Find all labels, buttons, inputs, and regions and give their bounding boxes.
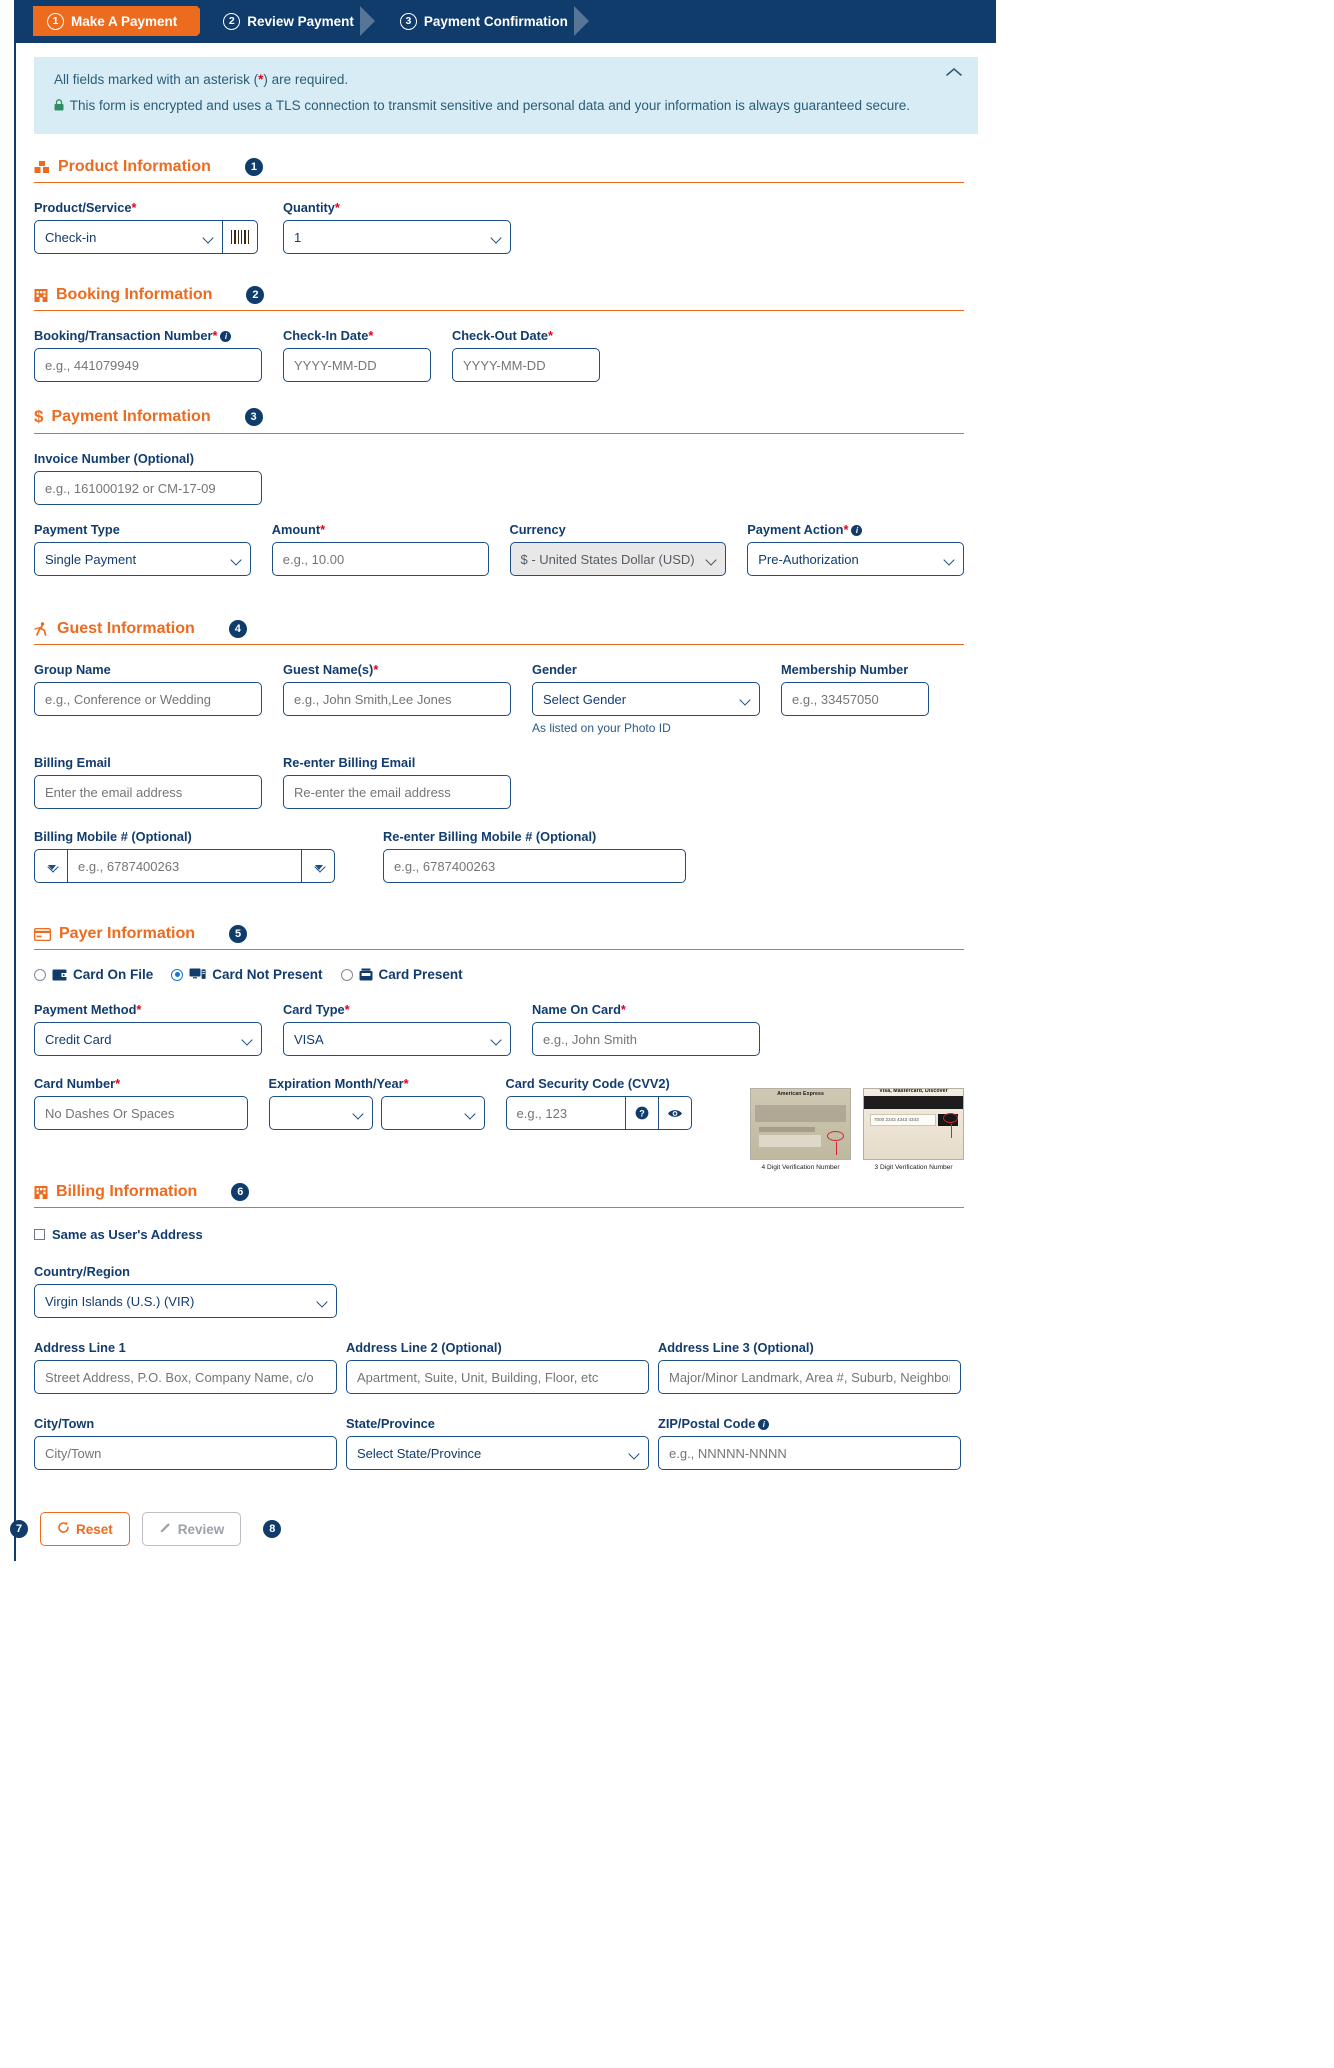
step-number: 2 — [223, 13, 240, 30]
card-type-value: VISA — [294, 1031, 324, 1047]
radio-label: Card Present — [378, 967, 463, 982]
cvv-label: Card Security Code (CVV2) — [505, 1076, 670, 1091]
radio-card-present[interactable] — [341, 967, 463, 982]
luggage-icon — [34, 622, 49, 637]
same-as-user-address-checkbox[interactable] — [34, 1227, 964, 1242]
step-number: 1 — [47, 13, 64, 30]
payment-section-header — [34, 407, 964, 434]
address-line-1-input[interactable] — [34, 1360, 337, 1394]
checkout-date-input[interactable] — [452, 348, 600, 382]
required-note-pre: All fields marked with an asterisk ( — [54, 72, 259, 87]
wizard-steps — [33, 6, 588, 36]
name-on-card-label: Name On Card* — [532, 1002, 626, 1017]
question-circle-icon[interactable] — [625, 1096, 659, 1130]
invoice-number-label: Invoice Number (Optional) — [34, 451, 194, 466]
address-line-2-input[interactable] — [346, 1360, 649, 1394]
payer-type-radio-group — [34, 967, 964, 982]
radio-indicator — [34, 969, 46, 981]
required-fields-note — [54, 71, 958, 89]
step-label: Review Payment — [247, 13, 354, 29]
right-rail — [996, 0, 1334, 2068]
guest-names-label: Guest Name(s)* — [283, 662, 379, 677]
address-line-2-label: Address Line 2 (Optional) — [346, 1340, 502, 1355]
section-payment-information — [34, 407, 964, 576]
monitor-card-icon — [189, 968, 206, 981]
barcode-scan-button[interactable] — [222, 220, 258, 254]
hotel-icon — [34, 288, 48, 303]
barcode-icon — [231, 230, 250, 244]
boxes-icon — [34, 160, 50, 175]
city-town-label: City/Town — [34, 1416, 95, 1431]
payment-action-value: Pre-Authorization — [758, 551, 859, 567]
billing-section-header — [34, 1183, 964, 1208]
radio-card-on-file[interactable] — [34, 967, 153, 982]
reenter-billing-mobile-label: Re-enter Billing Mobile # (Optional) — [383, 829, 597, 844]
wizard-step-review-payment[interactable] — [201, 6, 374, 36]
payment-method-label: Payment Method* — [34, 1002, 142, 1017]
form-actions — [10, 1512, 281, 1546]
section-product-information — [34, 158, 964, 254]
membership-number-label: Membership Number — [781, 662, 909, 677]
country-region-select[interactable] — [34, 1284, 337, 1318]
reset-step-badge: 7 — [10, 1520, 28, 1538]
zip-postal-code-input[interactable] — [658, 1436, 961, 1470]
payment-type-value: Single Payment — [45, 551, 137, 567]
payment-type-select[interactable] — [34, 542, 251, 576]
info-icon[interactable]: i — [758, 1419, 769, 1430]
radio-label: Card On File — [73, 967, 154, 982]
booking-number-input[interactable] — [34, 348, 262, 382]
chevron-up-icon[interactable] — [946, 65, 962, 81]
vmd-cvv-sample — [863, 1088, 964, 1171]
step-label: Make A Payment — [71, 13, 178, 29]
currency-select[interactable] — [510, 542, 727, 576]
checkin-date-label: Check-In Date* — [283, 328, 374, 343]
expiration-month-select[interactable] — [269, 1096, 373, 1130]
gender-label: Gender — [532, 662, 577, 677]
card-number-input[interactable] — [34, 1096, 248, 1130]
cvv-input[interactable] — [506, 1096, 626, 1130]
gender-hint: As listed on your Photo ID — [532, 721, 671, 735]
pencil-icon — [159, 1521, 172, 1537]
vmd-card-image: Visa, Mastercard, Discover 7000 2343 4343 4343 — [863, 1088, 964, 1160]
card-type-select[interactable] — [283, 1022, 511, 1056]
amex-card-image — [750, 1088, 851, 1160]
radio-indicator — [341, 969, 353, 981]
payment-action-label: Payment Action* i — [747, 522, 964, 537]
wizard-step-payment-confirmation[interactable] — [378, 6, 588, 36]
product-section-header — [34, 158, 964, 183]
encryption-note-text: This form is encrypted and uses a TLS connection to transmit sensitive and personal data and your information is always guaranteed secure. — [69, 98, 910, 113]
payer-step-badge: 5 — [229, 925, 247, 943]
address-line-3-label: Address Line 3 (Optional) — [658, 1340, 814, 1355]
billing-mobile-extra-select[interactable] — [301, 849, 335, 883]
left-rail — [0, 0, 14, 2068]
section-billing-information — [34, 1183, 964, 1470]
billing-section-title: Billing Information — [56, 1183, 198, 1200]
amex-card-title: American Express — [777, 1091, 824, 1097]
group-name-input[interactable] — [34, 682, 262, 716]
expiration-label: Expiration Month/Year* — [268, 1076, 409, 1091]
section-guest-information — [34, 620, 964, 883]
checkout-date-label: Check-Out Date* — [452, 328, 553, 343]
review-button-label: Review — [177, 1521, 225, 1537]
product-section-title: Product Information — [58, 158, 211, 175]
country-region-label: Country/Region — [34, 1264, 130, 1279]
radio-label: Card Not Present — [212, 967, 323, 982]
expiration-year-select[interactable] — [381, 1096, 485, 1130]
state-province-value: Select State/Province — [357, 1445, 482, 1461]
step-number: 3 — [400, 13, 417, 30]
billing-mobile-label: Billing Mobile # (Optional) — [34, 829, 192, 844]
radio-card-not-present[interactable] — [171, 967, 322, 982]
payment-action-select[interactable] — [747, 542, 964, 576]
review-step-badge: 8 — [263, 1520, 281, 1538]
booking-section-header — [34, 286, 964, 311]
payer-section-header — [34, 925, 964, 950]
payment-section-title: Payment Information — [51, 408, 211, 425]
terminal-icon — [359, 968, 373, 981]
zip-postal-code-label: ZIP/Postal Code i — [658, 1416, 961, 1431]
reenter-billing-email-input[interactable] — [283, 775, 511, 809]
billing-mobile-country-select[interactable] — [34, 849, 68, 883]
amex-cvv-sample — [750, 1088, 851, 1171]
product-service-select[interactable] — [34, 220, 223, 254]
payment-method-select[interactable] — [34, 1022, 262, 1056]
state-province-label: State/Province — [346, 1416, 435, 1431]
product-step-badge: 1 — [245, 158, 263, 176]
eye-icon[interactable] — [658, 1096, 692, 1130]
amount-label: Amount* — [271, 522, 326, 537]
checkbox-indicator — [34, 1229, 45, 1240]
review-button[interactable] — [142, 1512, 242, 1546]
amount-input[interactable] — [272, 542, 489, 576]
address-line-1-label: Address Line 1 — [34, 1340, 126, 1355]
quantity-value: 1 — [294, 229, 302, 245]
refresh-icon — [57, 1521, 70, 1537]
info-icon[interactable]: i — [851, 525, 862, 536]
caret-down-icon — [315, 865, 323, 870]
reset-button-label: Reset — [76, 1521, 113, 1537]
guest-step-badge: 4 — [229, 620, 247, 638]
quantity-label: Quantity* — [283, 200, 340, 215]
currency-label: Currency — [509, 522, 566, 537]
card-type-label: Card Type* — [283, 1002, 350, 1017]
country-region-value: Virgin Islands (U.S.) (VIR) — [45, 1293, 195, 1309]
city-town-input[interactable] — [34, 1436, 337, 1470]
credit-card-icon — [34, 928, 51, 941]
address-line-3-input[interactable] — [658, 1360, 961, 1394]
reset-button[interactable] — [40, 1512, 130, 1546]
payment-type-label: Payment Type — [34, 522, 120, 537]
currency-value: $ - United States Dollar (USD) — [520, 551, 695, 567]
guest-section-header — [34, 620, 964, 645]
booking-step-badge: 2 — [246, 286, 264, 304]
form-notice-banner — [34, 57, 978, 134]
wizard-step-make-a-payment[interactable] — [33, 6, 197, 36]
caret-down-icon — [48, 865, 56, 870]
billing-email-input[interactable] — [34, 775, 262, 809]
radio-indicator — [171, 969, 183, 981]
name-on-card-input[interactable] — [532, 1022, 760, 1056]
step-label: Payment Confirmation — [423, 13, 568, 29]
gender-value: Select Gender — [543, 691, 627, 707]
booking-section-title: Booking Information — [56, 286, 213, 303]
same-as-user-address-label: Same as User's Address — [52, 1227, 203, 1242]
checkin-date-input[interactable] — [283, 348, 431, 382]
quantity-select[interactable] — [283, 220, 511, 254]
guest-section-title: Guest Information — [57, 620, 195, 637]
billing-step-badge: 6 — [231, 1183, 249, 1201]
building-icon — [34, 1185, 48, 1200]
asterisk-symbol: * — [258, 72, 264, 87]
section-booking-information — [34, 286, 964, 382]
state-province-select[interactable] — [346, 1436, 649, 1470]
encryption-note — [54, 97, 958, 115]
invoice-number-input[interactable] — [34, 471, 262, 505]
required-note-post: ) are required. — [263, 72, 349, 87]
billing-email-label: Billing Email — [34, 755, 111, 770]
gender-select[interactable] — [532, 682, 760, 716]
membership-number-input[interactable] — [781, 682, 929, 716]
vmd-card-title: Visa, Mastercard, Discover — [879, 1088, 948, 1094]
card-number-label: Card Number* — [34, 1076, 121, 1091]
payer-section-title: Payer Information — [59, 925, 196, 942]
group-name-label: Group Name — [34, 662, 111, 677]
billing-mobile-input[interactable] — [67, 849, 302, 883]
payment-method-value: Credit Card — [45, 1031, 112, 1047]
amex-card-caption: 4 Digit Verification Number — [761, 1164, 840, 1171]
booking-number-label: Booking/Transaction Number* i — [34, 328, 262, 343]
section-payer-information — [34, 925, 964, 1171]
product-service-label: Product/Service* — [34, 200, 137, 215]
wallet-icon — [52, 969, 67, 981]
vmd-card-caption: 3 Digit Verification Number — [874, 1164, 953, 1171]
payment-step-badge: 3 — [245, 408, 263, 426]
dollar-icon: $ — [34, 407, 44, 426]
product-service-value: Check-in — [45, 229, 97, 245]
reenter-billing-mobile-input[interactable] — [383, 849, 686, 883]
guest-names-input[interactable] — [283, 682, 511, 716]
info-icon[interactable]: i — [220, 331, 231, 342]
svg-text:?: ? — [638, 1108, 645, 1119]
reenter-billing-email-label: Re-enter Billing Email — [283, 755, 416, 770]
lock-icon — [54, 98, 68, 113]
